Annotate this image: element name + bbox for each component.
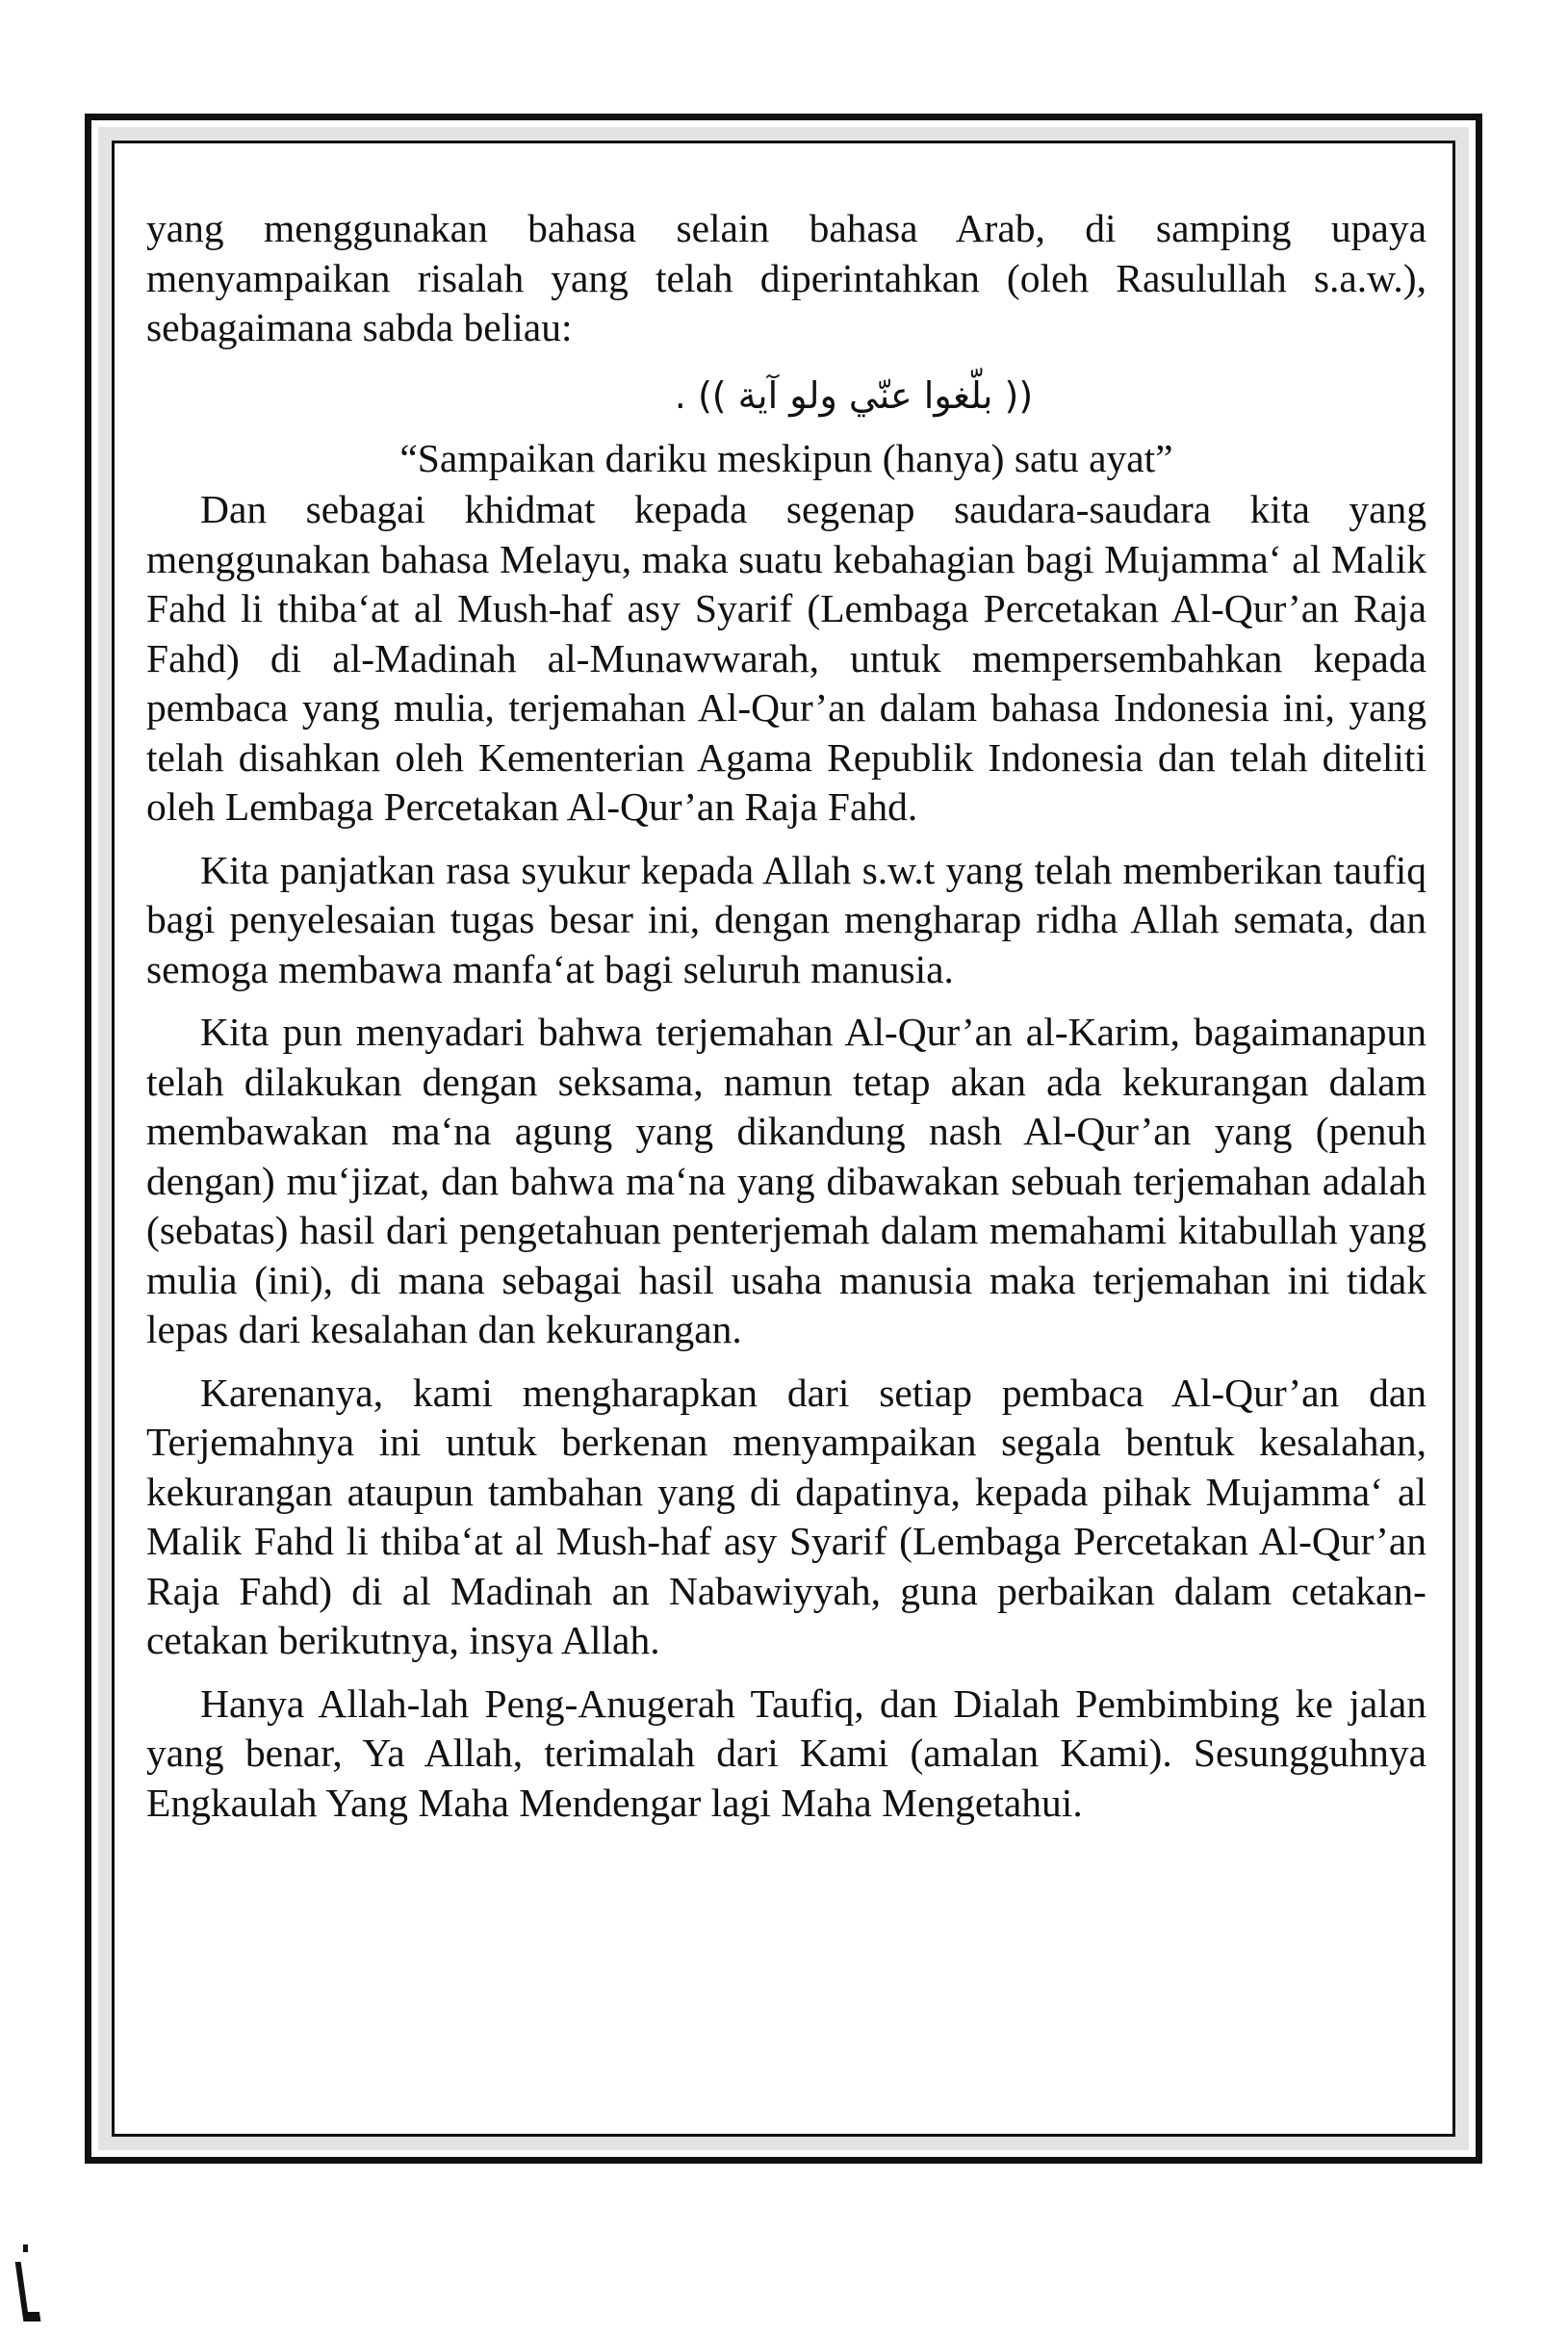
scan-artifact-mark — [15, 2262, 30, 2321]
paragraph-harapan: Karenanya, kami mengharapkan dari setiap pembaca Al-Qur’an dan Terjemahnya ini untuk berkenan menyampaikan segala bentuk kesalahan, kekurangan ataupun tambahan yang di dapatinya, kepada pihak Mujamma‘ al Malik Fahd li thiba‘at al Mush-haf asy Syarif (Lembaga Percetakan Al-Qur’an Raja Fahd) di al Madinah an Nabawiyyah, guna perbaikan dalam cetakan-cetakan berikutnya, insya Allah. — [146, 1370, 1427, 1662]
intro-paragraph: yang menggunakan bahasa selain bahasa Arab, di samping upaya menyampaikan risalah yang telah diperintahkan (oleh Rasulullah s.a.w.), sebagaimana sabda beliau: — [146, 206, 1427, 349]
scan-artifact-dot — [23, 2244, 28, 2252]
hadith-arabic: (( بلّغوا عنّي ولو آية )) . — [674, 373, 1034, 417]
hadith-translation: “Sampaikan dariku meskipun (hanya) satu ayat” — [399, 435, 1173, 480]
paragraph-penutup: Hanya Allah-lah Peng-Anugerah Taufiq, dan Dialah Pembimbing ke jalan yang benar, Ya Allah, terimalah dari Kami (amalan Kami). Sesungguhnya Engkaulah Yang Maha Mendengar lagi Maha Mengetahui. — [146, 1680, 1427, 1825]
paragraph-kekurangan: Kita pun menyadari bahwa terjemahan Al-Qur’an al-Karim, bagaimanapun telah dilakukan dengan seksama, namun tetap akan ada kekurangan dalam membawakan ma‘na agung yang dikandung nash Al-Qur’an yang (penuh dengan) mu‘jizat, dan bahwa ma‘na yang dibawakan sebuah terjemahan adalah (sebatas) hasil dari pengetahuan penterjemah dalam memahami kitabullah yang mulia (ini), di mana sebagai hasil usaha manusia maka terjemahan ini tidak lepas dari kesalahan dan kekurangan. — [146, 1010, 1427, 1351]
paragraph-syukur: Kita panjatkan rasa syukur kepada Allah s.w.t yang telah memberikan taufiq bagi penyelesaian tugas besar ini, dengan mengharap ridha Allah semata, dan semoga membawa manfa‘at bagi seluruh manusia. — [146, 847, 1427, 991]
page-content — [146, 204, 1427, 1828]
paragraph-khidmat: Dan sebagai khidmat kepada segenap saudara-saudara kita yang menggunakan bahasa Melayu, maka suatu kebahagian bagi Mujamma‘ al Malik Fahd li thiba‘at al Mush-haf asy Syarif (Lembaga Percetakan Al-Qur’an Raja Fahd) di al-Madinah al-Munawwarah, untuk mempersembahkan kepada pembaca yang mulia, terjemahan Al-Qur’an dalam bahasa Indonesia ini, yang telah disahkan oleh Kementerian Agama Republik Indonesia dan telah diteliti oleh Lembaga Percetakan Al-Qur’an Raja Fahd. — [146, 487, 1427, 829]
